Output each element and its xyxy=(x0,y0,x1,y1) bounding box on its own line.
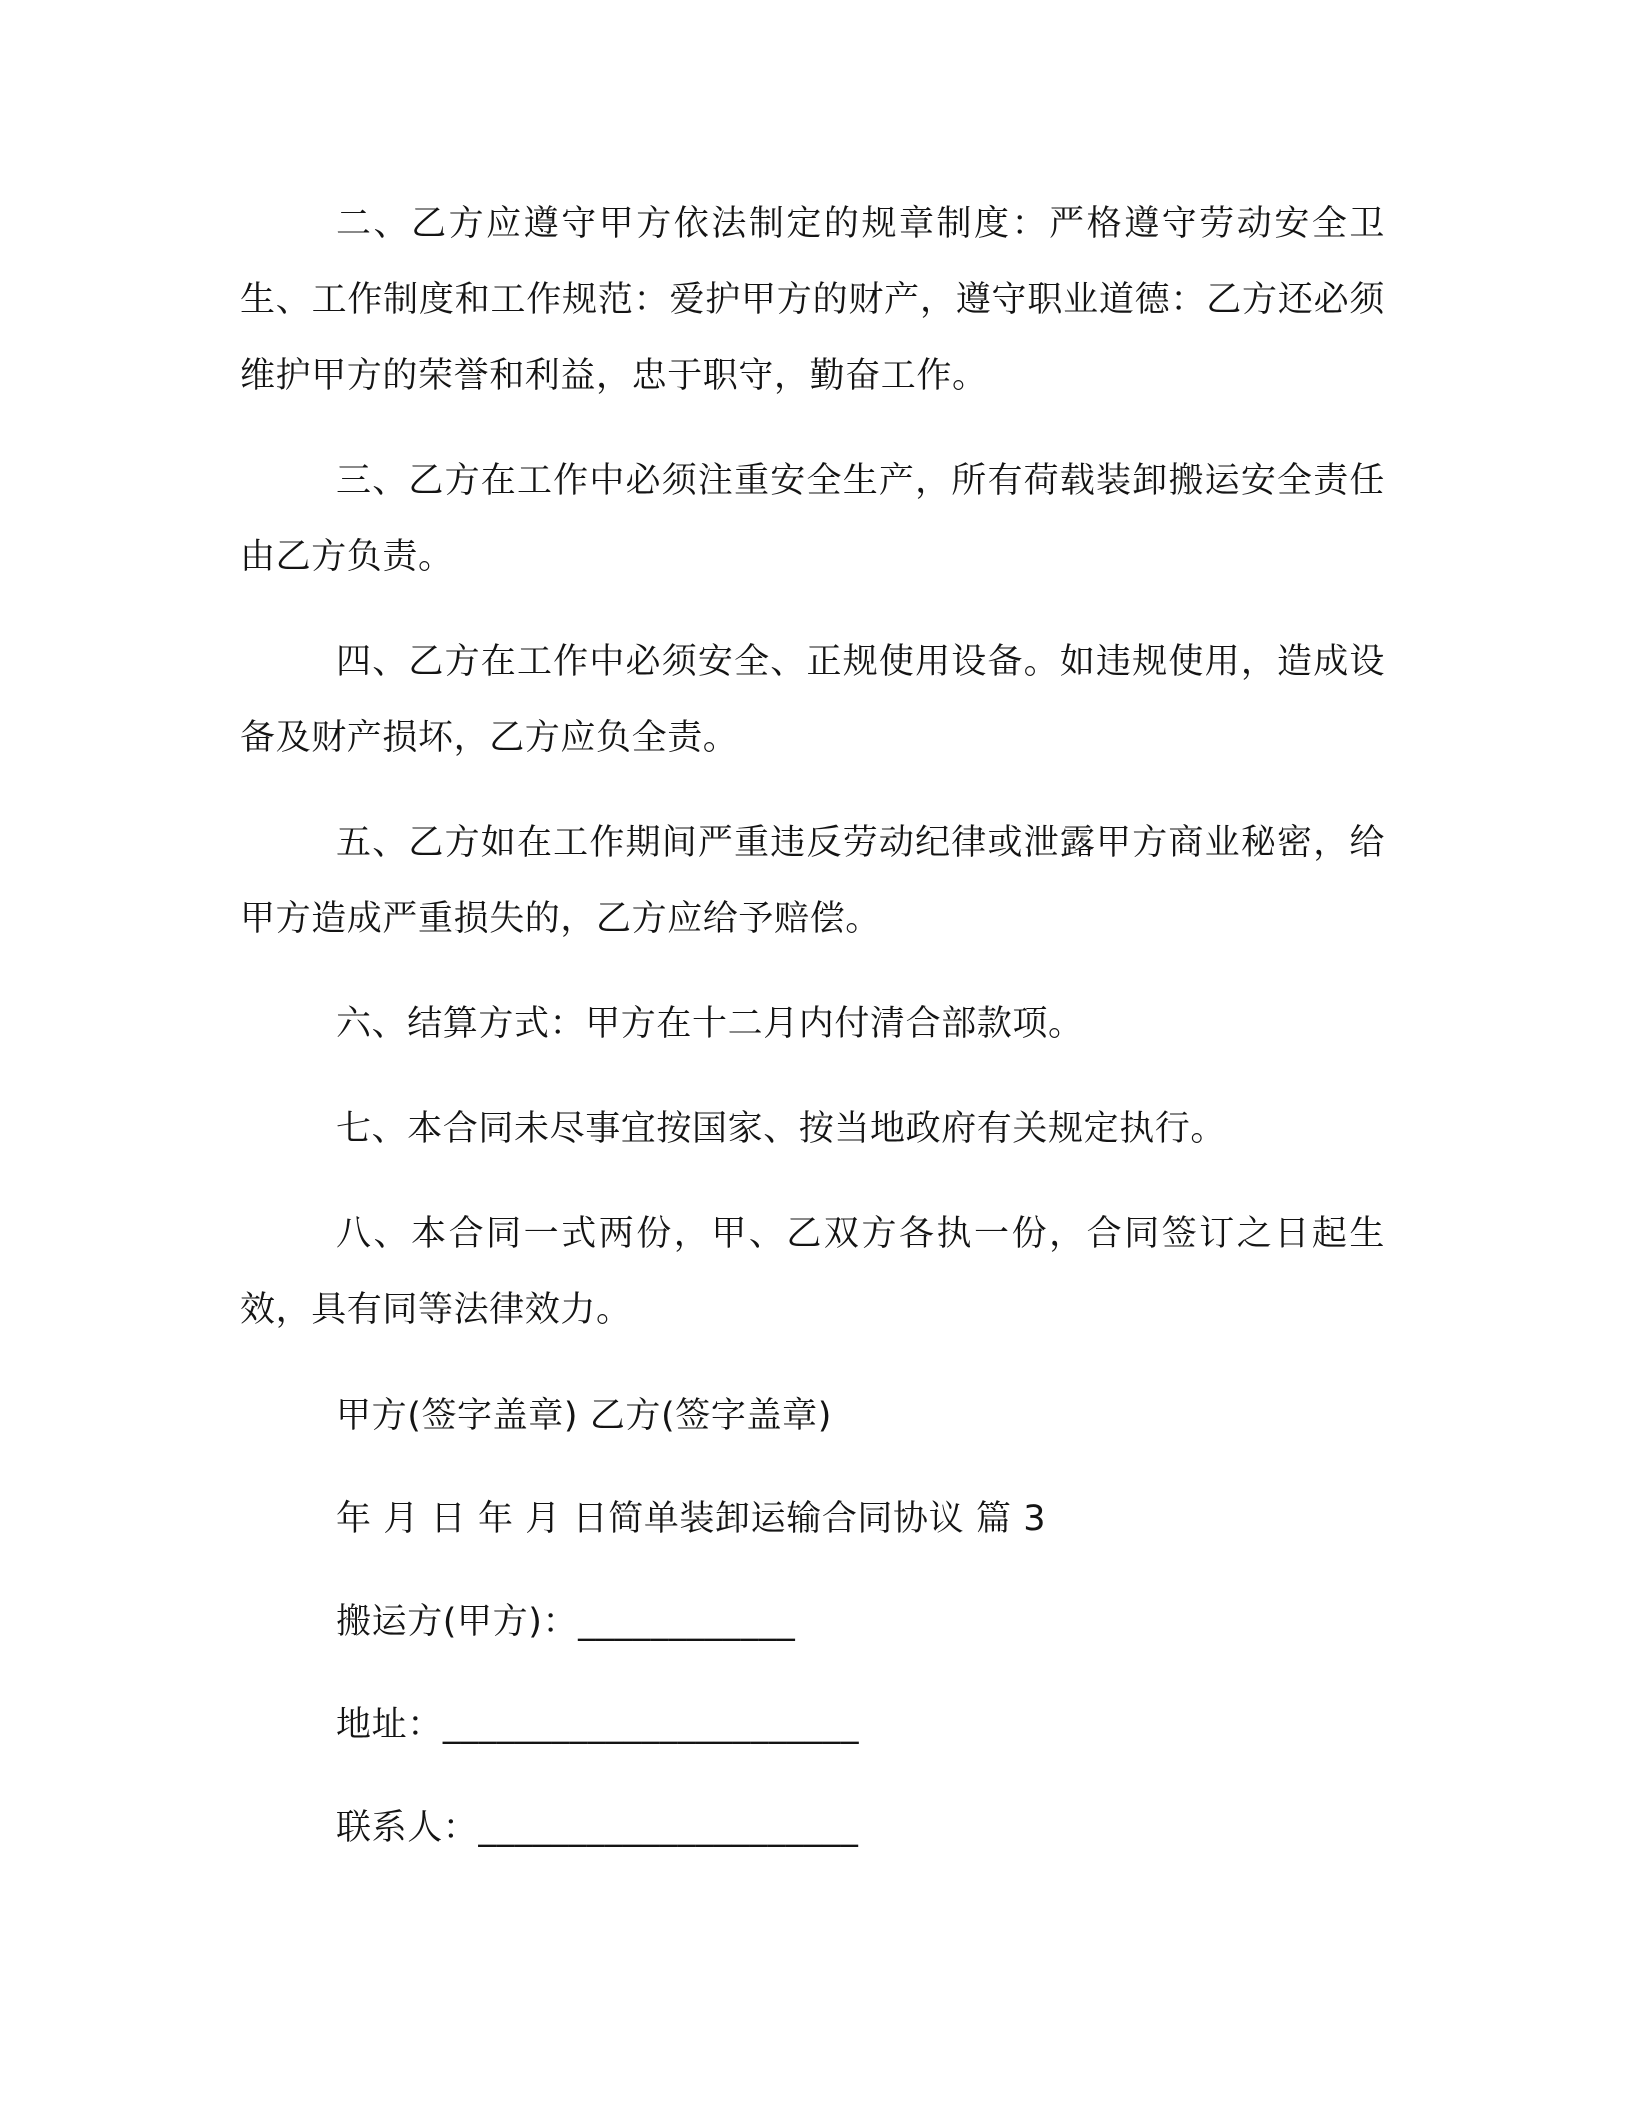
field-contact-person xyxy=(240,1789,1385,1867)
date-and-section-title: 年 月 日 年 月 日简单装卸运输合同协议 篇 3 xyxy=(336,1499,1047,1539)
signature-line: 甲方(签字盖章) 乙方(签字盖章) xyxy=(336,1396,832,1436)
field-label: 地址： xyxy=(336,1705,443,1745)
contract-body xyxy=(240,186,1385,1892)
field-label: 搬运方(甲方)： xyxy=(336,1602,579,1642)
field-blank: _______________________ xyxy=(442,1705,860,1745)
field-label: 联系人： xyxy=(336,1808,479,1848)
clause-7: 七、本合同未尽事宜按国家、按当地政府有关规定执行。 xyxy=(336,1109,1227,1149)
clause-2: 二、乙方应遵守甲方依法制定的规章制度：严格遵守劳动安全卫生、工作制度和工作规范：爱护甲方的财产，遵守职业道德：乙方还必须维护甲方的荣誉和利益，忠于职守，勤奋工作。 xyxy=(240,204,1385,396)
clause-8: 八、本合同一式两份，甲、乙双方各执一份，合同签订之日起生效，具有同等法律效力。 xyxy=(240,1214,1385,1330)
clause-4: 四、乙方在工作中必须安全、正规使用设备。如违规使用，造成设备及财产损坏，乙方应负全责。 xyxy=(240,642,1385,758)
clause-6: 六、结算方式：甲方在十二月内付清合部款项。 xyxy=(336,1004,1084,1044)
field-address xyxy=(240,1686,1385,1764)
clause-5: 五、乙方如在工作期间严重违反劳动纪律或泄露甲方商业秘密，给甲方造成严重损失的，乙方应给予赔偿。 xyxy=(240,823,1385,939)
field-blank: _____________________ xyxy=(478,1808,859,1848)
clause-3: 三、乙方在工作中必须注重安全生产，所有荷载装卸搬运安全责任由乙方负责。 xyxy=(240,461,1385,577)
field-mover-party-a xyxy=(240,1583,1385,1661)
field-blank: ____________ xyxy=(578,1602,796,1642)
